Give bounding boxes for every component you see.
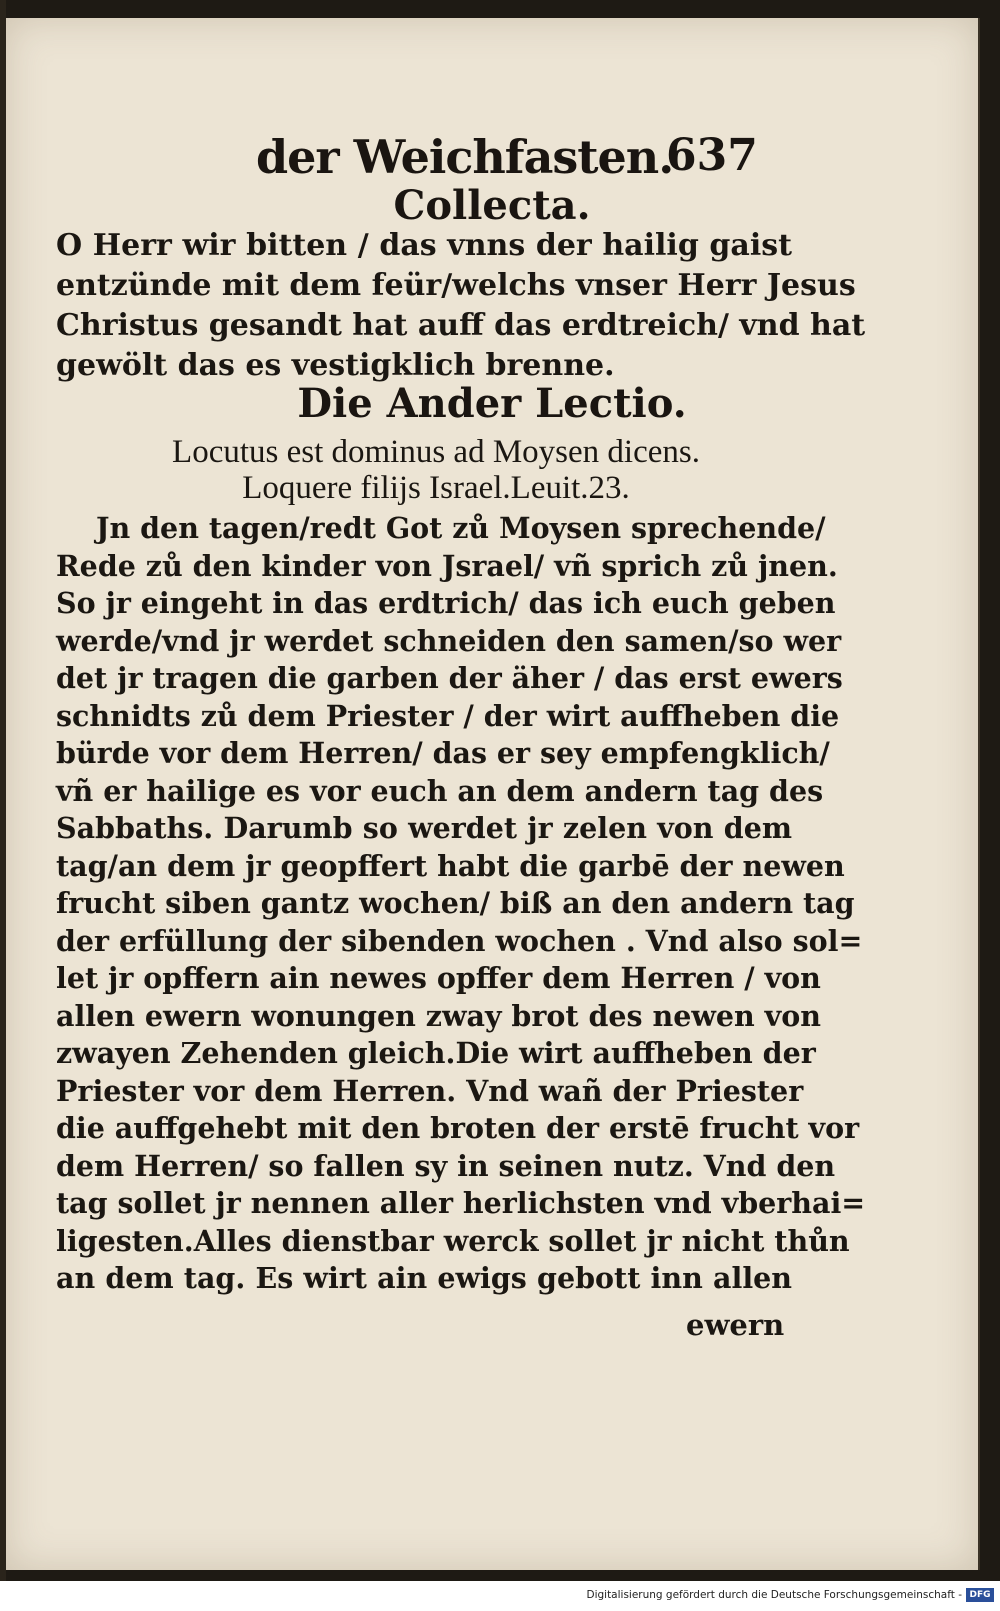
collect-line: Christus gesandt hat auff das erdtreich/ vnd hat (56, 308, 866, 343)
lesson-line: Rede zů den kinder von Jsrael/ vñ sprich zů jnen. (56, 548, 838, 583)
lesson-line: die auffgehebt mit den broten der erstē frucht vor (56, 1111, 860, 1145)
catchword: ewern (686, 1308, 785, 1342)
lesson-line: dem Herren/ so fallen sy in seinen nutz. Vnd den (56, 1148, 836, 1183)
lesson-line: tag/an dem jr geopffert habt die garbē der newen (56, 848, 845, 883)
lesson-line: Sabbaths. Darumb so werdet jr zelen von dem (56, 811, 792, 845)
collect-line: entzünde mit dem feür/welchs vnser Herr Jesus (56, 268, 856, 303)
book-page (6, 18, 980, 1570)
funding-notice: Digitalisierung gefördert durch die Deutsche Forschungsgemeinschaft - (586, 1589, 962, 1601)
lesson-line: Jn den tagen/redt Got zů Moysen sprechende/ (96, 511, 826, 545)
lesson-line: So jr eingeht in das erdtrich/ das ich euch geben (56, 586, 836, 620)
lesson-line: let jr opffern ain newes opffer dem Herren / von (56, 961, 821, 995)
lesson-line: ligesten.Alles dienstbar werck sollet jr nicht thůn (56, 1223, 850, 1258)
lesson-line: schnidts zů dem Priester / der wirt auffheben die (56, 698, 840, 733)
collect-title: Collecta. (393, 182, 591, 229)
lesson-line: der erfüllung der sibenden wochen . Vnd also sol= (56, 923, 863, 958)
lesson-line: allen ewern wonungen zway brot des newen von (56, 998, 821, 1033)
lesson-line: frucht siben gantz wochen/ biß an den andern tag (56, 886, 855, 920)
lesson-line: det jr tragen die garben der äher / das erst ewers (56, 661, 843, 695)
collect-prayer (56, 226, 866, 386)
lesson-line: zwayen Zehenden gleich.Die wirt auffheben der (56, 1036, 816, 1070)
dfg-logo: DFG (966, 1588, 994, 1602)
lesson-text (56, 510, 866, 1298)
lesson-title: Die Ander Lectio. (297, 380, 687, 427)
collect-line: O Herr wir bitten / das vnns der hailig gaist (56, 228, 792, 263)
lesson-line: an dem tag. Es wirt ain ewigs gebott inn allen (56, 1261, 792, 1295)
latin-incipit-line-1: Locutus est dominus ad Moysen dicens. (172, 434, 700, 470)
lesson-line: bürde vor dem Herren/ das er sey empfengklich/ (56, 736, 830, 770)
running-title: der Weichfasten. (256, 130, 674, 184)
collect-line: gewölt das es vestigklich brenne. (56, 348, 615, 383)
page-number: 637 (666, 130, 758, 181)
lesson-line: werde/vnd jr werdet schneiden den samen/so wer (56, 623, 842, 658)
lesson-line: vñ er hailige es vor euch an dem andern tag des (56, 773, 824, 808)
latin-incipit-line-2: Loquere filijs Israel.Leuit.23. (242, 470, 630, 506)
digitization-footer (0, 1581, 1000, 1611)
lesson-line: Priester vor dem Herren. Vnd wañ der Priester (56, 1073, 804, 1108)
lesson-line: tag sollet jr nennen aller herlichsten vnd vberhai= (56, 1186, 866, 1220)
